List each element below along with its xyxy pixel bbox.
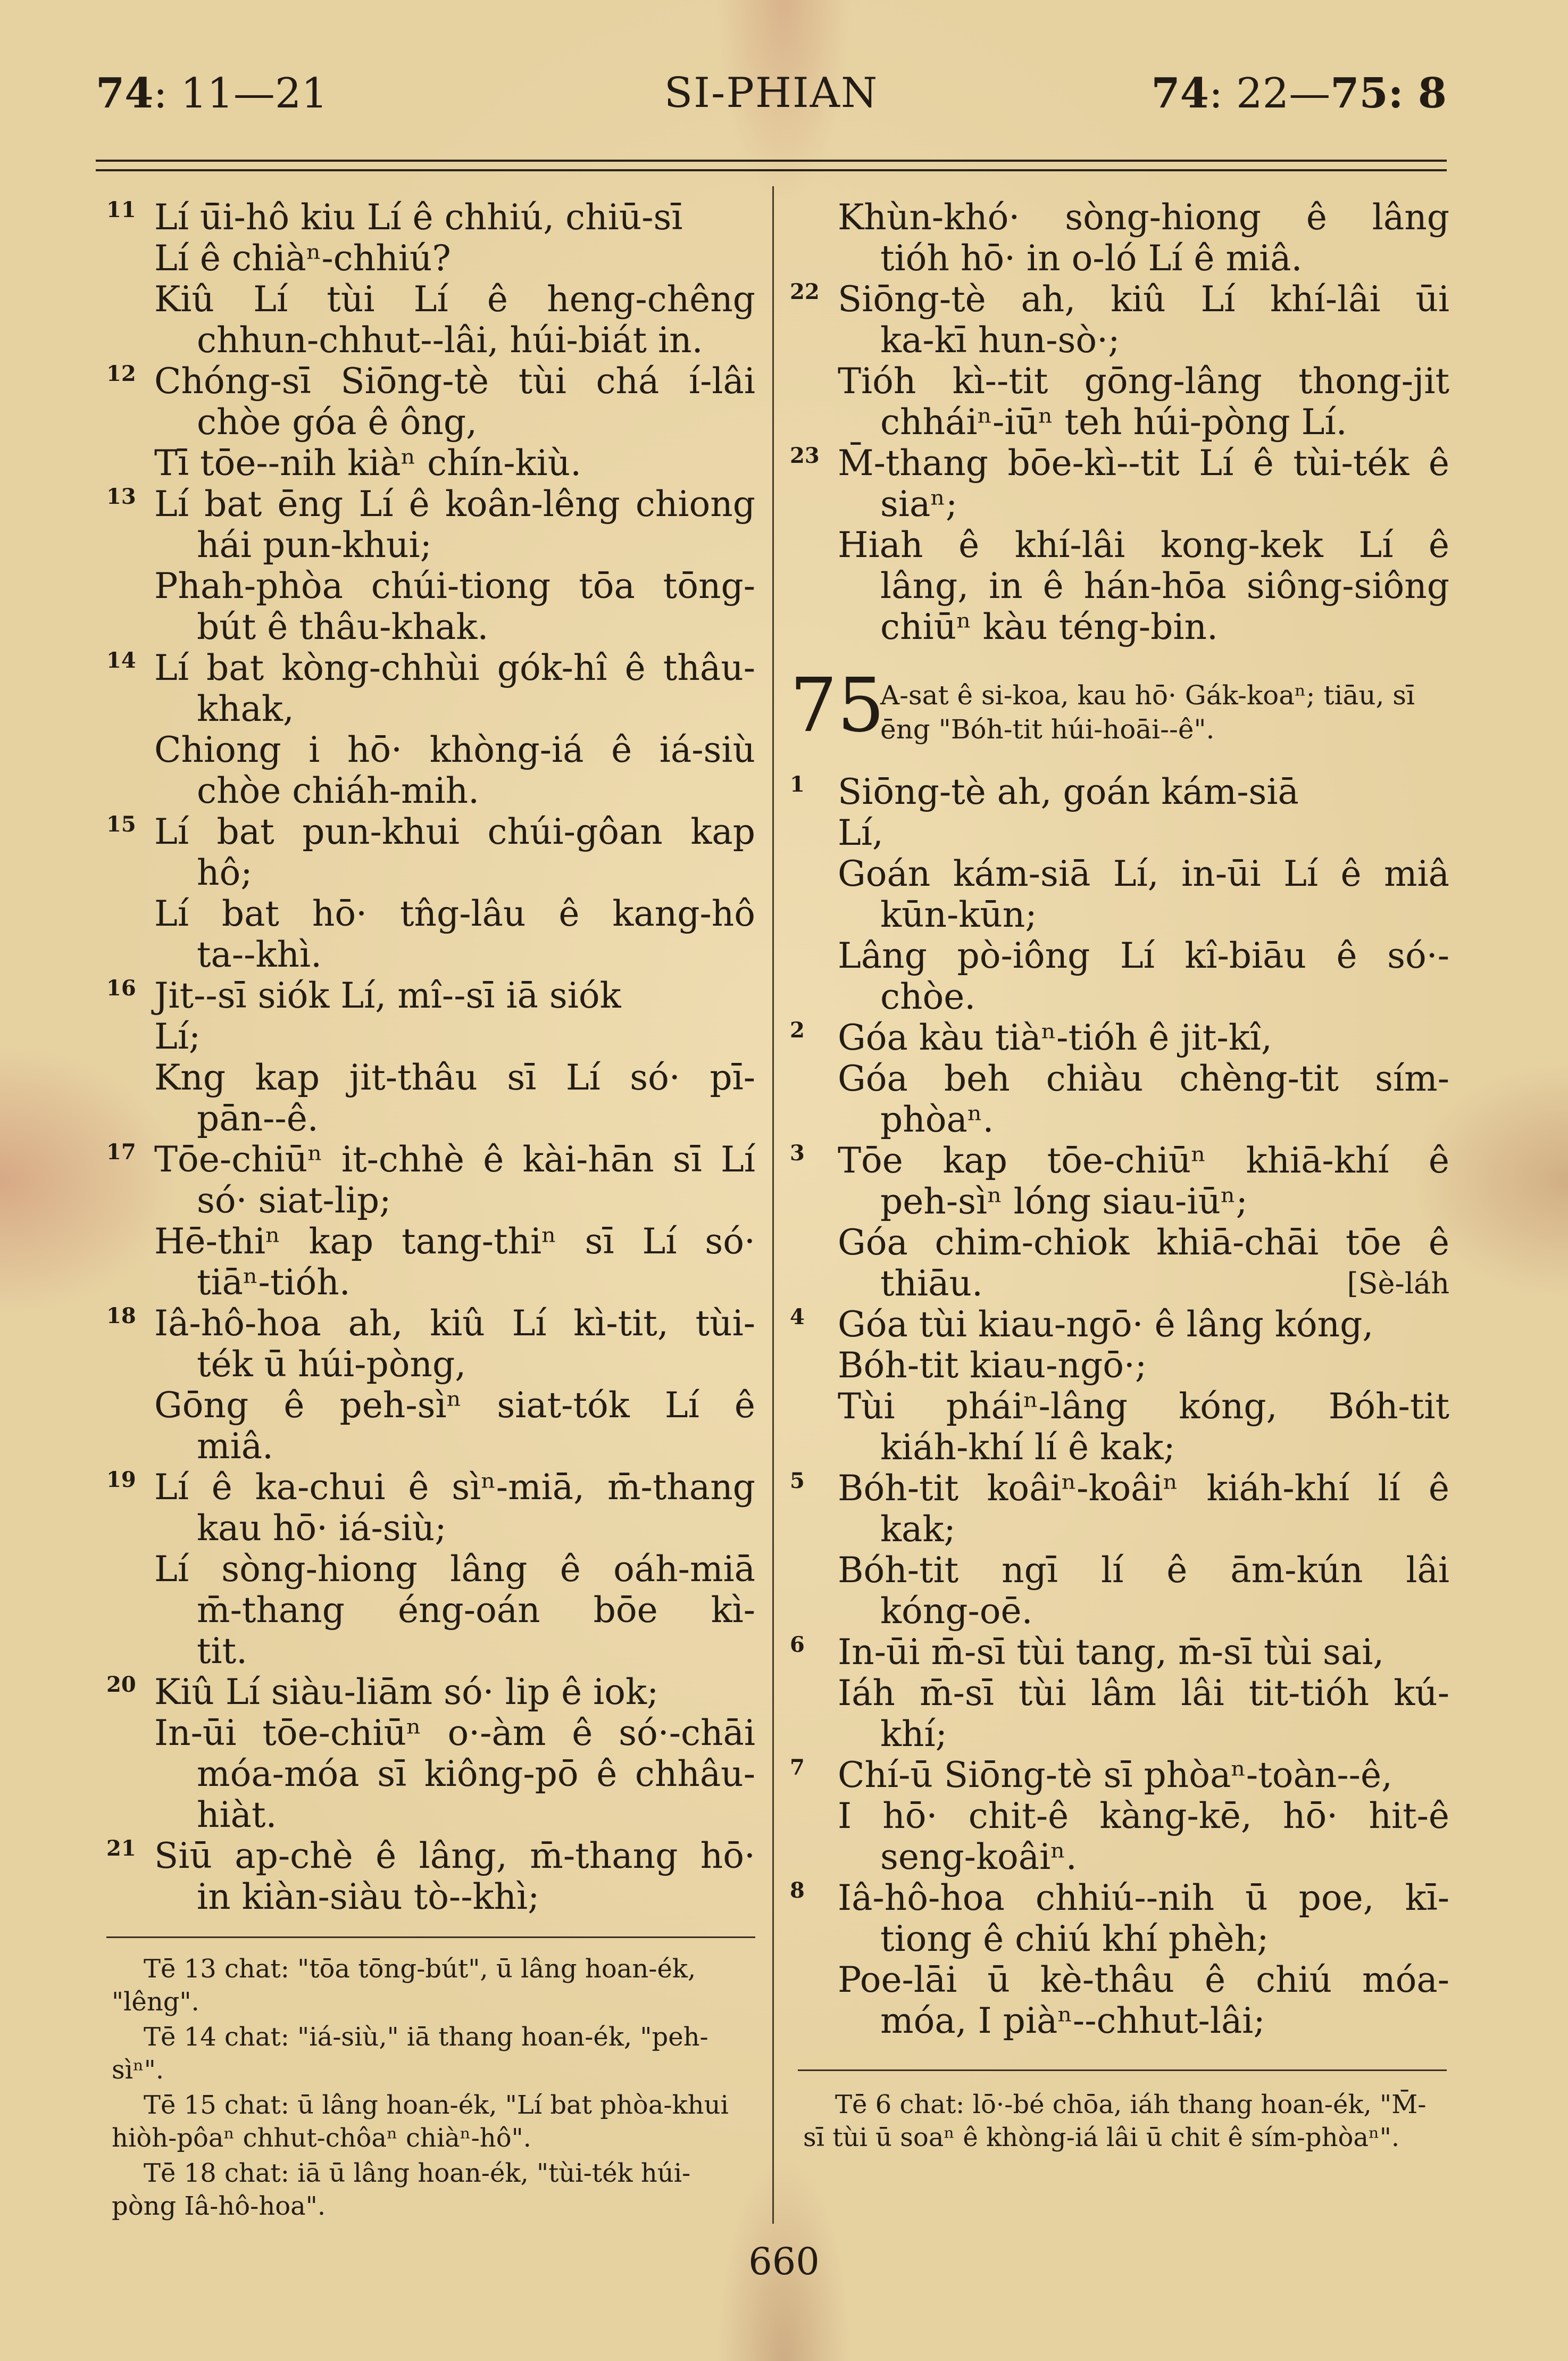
verse: [790, 1017, 1449, 1140]
verse-number: 6: [790, 1632, 805, 1657]
verse-line: Lâng pò-iông Lí kî-biāu ê só·-: [838, 935, 1449, 976]
verse-line: só· siat-lip;: [197, 1180, 391, 1221]
verse-line: phòaⁿ.: [880, 1099, 994, 1140]
verse-line: móa, I piàⁿ--chhut-lâi;: [880, 2000, 1265, 2041]
verse-line: móa-móa sī kiông-pō ê chhâu-: [197, 1753, 755, 1794]
verse-line: Tióh kì--tit gōng-lâng thong-jit: [838, 361, 1449, 402]
footnote: Tē 14 chat: "iá-siù," iā thang hoan-ék, "peh-sìⁿ".: [112, 2022, 708, 2085]
verse: [106, 1835, 755, 1917]
verse-line: chiūⁿ kàu téng-bin.: [880, 606, 1218, 647]
verse-line: Chí-ū Siōng-tè sī phòaⁿ-toàn--ê,: [838, 1755, 1392, 1795]
left-notes-rule: [106, 1936, 755, 1938]
verse-line: In-ūi m̄-sī tùi tang, m̄-sī tùi sai,: [838, 1632, 1384, 1673]
verse-line: kóng-oē.: [880, 1591, 1033, 1632]
verse-line: bút ê thâu-khak.: [197, 606, 489, 647]
selah-marker: [Sè-láh: [1347, 1267, 1449, 1300]
verse-line: Siōng-tè ah, goán kám-siā: [838, 771, 1299, 812]
verse-line: Lí bat ēng Lí ê koân-lêng chiong: [154, 484, 755, 525]
verse-line: Lí sòng-hiong lâng ê oáh-miā: [154, 1549, 755, 1590]
right-column: [790, 197, 1449, 2041]
verse: [790, 279, 1449, 443]
verse-number: 7: [790, 1755, 805, 1780]
verse-line: Goán kám-siā Lí, in-ūi Lí ê miâ: [838, 853, 1449, 894]
verse: [790, 1755, 1449, 1877]
verse-line: M̄-thang bōe-kì--tit Lí ê tùi-ték ê: [838, 443, 1449, 484]
verse-line: Bóh-tit ngī lí ê ām-kún lâi: [838, 1550, 1449, 1591]
verse-line: kiáh-khí lí ê kak;: [880, 1427, 1175, 1468]
verse-line: Tī tōe--nih kiàⁿ chín-kiù.: [154, 443, 582, 484]
verse-line: Lí,: [838, 812, 883, 853]
verse-line: tiāⁿ-tióh.: [197, 1262, 351, 1303]
verse-line: hô;: [197, 852, 253, 893]
verse-line: Khùn-khó· sòng-hiong ê lâng: [838, 197, 1449, 238]
left-column: [106, 197, 755, 1917]
verse-line: Góa kàu tiàⁿ-tióh ê jit-kî,: [838, 1017, 1272, 1058]
verse: [106, 197, 755, 361]
verse-number: 13: [106, 484, 136, 509]
verse-line: hái pun-khui;: [197, 525, 432, 566]
footnote: Tē 15 chat: ū lâng hoan-ék, "Lí bat phòa-khui hiòh-pôaⁿ chhut-chôaⁿ chiàⁿ-hô".: [112, 2090, 729, 2153]
right-notes-rule: [798, 2069, 1447, 2071]
verse-line: chháiⁿ-iūⁿ teh húi-pòng Lí.: [880, 402, 1347, 443]
verse-line: Poe-lāi ū kè-thâu ê chiú móa-: [838, 1959, 1449, 2000]
verse-line: In-ūi tōe-chiūⁿ o·-àm ê só·-chāi: [154, 1712, 755, 1753]
verse-line: kau hō· iá-siù;: [197, 1508, 447, 1549]
verse: [106, 1303, 755, 1467]
verse-line: Lí ê ka-chui ê sìⁿ-miā, m̄-thang: [154, 1467, 755, 1508]
verse-line: chòe.: [880, 976, 976, 1017]
verse: [790, 443, 1449, 647]
verse-line: Góa beh chiàu chèng-tit sím-: [838, 1058, 1449, 1099]
verse-line: Lí bat kòng-chhùi gók-hî ê thâu-: [154, 647, 755, 688]
verse-line: Iâ-hô-hoa ah, kiû Lí kì-tit, tùi-: [154, 1303, 755, 1344]
verse-line: Lí bat hō· tn̂g-lâu ê kang-hô: [154, 893, 755, 934]
verse-line: Hiah ê khí-lâi kong-kek Lí ê: [838, 525, 1449, 566]
footnote: Tē 13 chat: "tōa tōng-bút", ū lâng hoan-ék, "lêng".: [112, 1954, 696, 2017]
psalm-number: 75: [790, 662, 885, 749]
verse-number: 12: [106, 361, 136, 386]
verse: [106, 975, 755, 1139]
verse-line: Phah-phòa chúi-tiong tōa tōng-: [154, 566, 755, 606]
verse-line: ta--khì.: [197, 934, 322, 975]
verse-number: 14: [106, 648, 136, 673]
verse-line: ték ū húi-pòng,: [197, 1344, 466, 1385]
verse-line: hiàt.: [197, 1794, 277, 1835]
verse-line: Tōe-chiūⁿ it-chhè ê kài-hān sī Lí: [154, 1139, 755, 1180]
verse: [106, 361, 755, 484]
verse-line: kūn-kūn;: [880, 894, 1037, 935]
verse-line: Siōng-tè ah, kiû Lí khí-lâi ūi: [838, 279, 1449, 320]
footnote: Tē 6 chat: lō·-bé chōa, iáh thang hoan-ék, "M̄-sī tùi ū soaⁿ ê khòng-iá lâi ū chit ê sím-phòaⁿ".: [803, 2090, 1427, 2152]
verse: [790, 197, 1449, 279]
verse-line: thiāu.: [880, 1263, 983, 1304]
verse: [790, 1877, 1449, 2041]
verse-line: Lí;: [154, 1016, 201, 1057]
verse-line: siaⁿ;: [880, 484, 958, 525]
verse-line: Kng kap jit-thâu sī Lí só· pī-: [154, 1057, 755, 1098]
verse: [790, 1140, 1449, 1304]
verse-number: 5: [790, 1468, 805, 1493]
verse-line: in kiàn-siàu tò--khì;: [197, 1876, 540, 1917]
verse-line: Siū ap-chè ê lâng, m̄-thang hō·: [154, 1835, 755, 1876]
verse-line: ka-kī hun-sò·;: [880, 320, 1120, 361]
verse-line: kak;: [880, 1509, 956, 1550]
verse-line: tióh hō· in o-ló Lí ê miâ.: [880, 238, 1303, 279]
verse-number: 3: [790, 1141, 805, 1166]
verse-number: 11: [106, 197, 136, 222]
verse-line: lâng, in ê hán-hōa siông-siông: [880, 566, 1449, 606]
verse-number: 20: [106, 1672, 136, 1697]
header-right-reference: 74: 22—75: 8: [1151, 69, 1447, 118]
verse: [790, 1468, 1449, 1632]
page-header: [96, 64, 1447, 122]
verse: [106, 1139, 755, 1303]
verse-line: Iâ-hô-hoa chhiú--nih ū poe, kī-: [838, 1877, 1449, 1918]
verse-number: 2: [790, 1018, 805, 1043]
verse-line: Lí ū̄i-hô kiu Lí ê chhiú, chiū-sī: [154, 197, 683, 238]
verse-line: Tùi pháiⁿ-lâng kóng, Bóh-tit: [838, 1386, 1449, 1427]
verse-number: 4: [790, 1304, 805, 1329]
verse-line: khí;: [880, 1714, 947, 1755]
verse-line: Lí ê chiàⁿ-chhiú?: [154, 238, 451, 279]
verse-line: tit.: [197, 1631, 248, 1672]
verse: [106, 484, 755, 647]
column-divider: [772, 186, 774, 2224]
verse-number: 19: [106, 1467, 136, 1492]
verse: [106, 647, 755, 811]
verse-number: 16: [106, 976, 136, 1001]
verse-number: 22: [790, 279, 820, 304]
verse: [106, 1467, 755, 1672]
verse-line: miâ.: [197, 1426, 274, 1467]
verse-number: 18: [106, 1303, 136, 1328]
footnote: Tē 18 chat: iā ū lâng hoan-ék, "tùi-ték húi-pòng Iâ-hô-hoa".: [112, 2158, 691, 2221]
verse-number: 1: [790, 772, 805, 797]
verse: [106, 1672, 755, 1835]
verse-line: Kiû Lí siàu-liām só· lip ê iok;: [154, 1672, 659, 1712]
header-rule: [96, 160, 1447, 171]
verse: [106, 811, 755, 975]
verse: [790, 771, 1449, 1017]
verse-line: Tōe kap tōe-chiūⁿ khiā-khí ê: [838, 1140, 1449, 1181]
verse-number: 8: [790, 1878, 805, 1903]
verse-line: Lí bat pun-khui chúi-gôan kap: [154, 811, 755, 852]
verse-line: Jit--sī siók Lí, mî--sī iā siók: [154, 975, 621, 1016]
verse-line: Chóng-sī Siōng-tè tùi chá í-lâi: [154, 361, 755, 402]
verse-line: Gōng ê peh-sìⁿ siat-tók Lí ê: [154, 1385, 755, 1426]
right-footnotes: [803, 2088, 1441, 2156]
header-title: SI-PHIAN: [664, 69, 879, 117]
verse-line: pān--ê.: [197, 1098, 319, 1139]
verse-line: chòe chiáh-mih.: [197, 770, 480, 811]
verse-line: m̄-thang éng-oán bōe kì-: [197, 1590, 755, 1631]
verse-line: seng-koâiⁿ.: [880, 1836, 1077, 1877]
verse-line: Bóh-tit kiau-ngō·;: [838, 1345, 1147, 1386]
psalm-superscription: A-sat ê si-koa, kau hō· Gák-koaⁿ; tiāu, sī ēng "Bóh-tit húi-hoāi--ê".: [880, 680, 1415, 745]
verse-line: Hē-thiⁿ kap tang-thiⁿ sī Lí só·: [154, 1221, 755, 1262]
verse-line: Góa tùi kiau-ngō· ê lâng kóng,: [838, 1304, 1374, 1345]
verse-line: chòe góa ê ông,: [197, 402, 478, 443]
verse-line: tiong ê chiú khí phèh;: [880, 1918, 1269, 1959]
verse-line: Iáh m̄-sī tùi lâm lâi tit-tióh kú-: [838, 1673, 1449, 1714]
verse-line: Góa chim-chiok khiā-chāi tōe ê: [838, 1222, 1449, 1263]
verse-line: peh-sìⁿ lóng siau-iūⁿ;: [880, 1181, 1248, 1222]
verse-line: Chiong i hō· khòng-iá ê iá-siù: [154, 729, 755, 770]
verse-number: 15: [106, 812, 136, 837]
verse-number: 17: [106, 1140, 136, 1165]
left-footnotes: [112, 1952, 750, 2225]
verse-line: I hō· chit-ê kàng-kē, hō· hit-ê: [838, 1795, 1449, 1836]
page-number: 660: [748, 2240, 820, 2283]
verse: [790, 1632, 1449, 1755]
verse-number: 21: [106, 1836, 136, 1861]
header-left-reference: 74: 11—21: [96, 69, 328, 118]
verse-line: Kiû Lí tùi Lí ê heng-chêng: [154, 279, 755, 320]
verse-line: khak,: [197, 688, 294, 729]
verse: [790, 1304, 1449, 1468]
verse-line: chhun-chhut--lâi, húi-biát in.: [197, 320, 703, 361]
verse-number: 23: [790, 443, 820, 468]
verse-line: Bóh-tit koâiⁿ-koâiⁿ kiáh-khí lí ê: [838, 1468, 1449, 1509]
psalm-heading: [790, 662, 1449, 762]
